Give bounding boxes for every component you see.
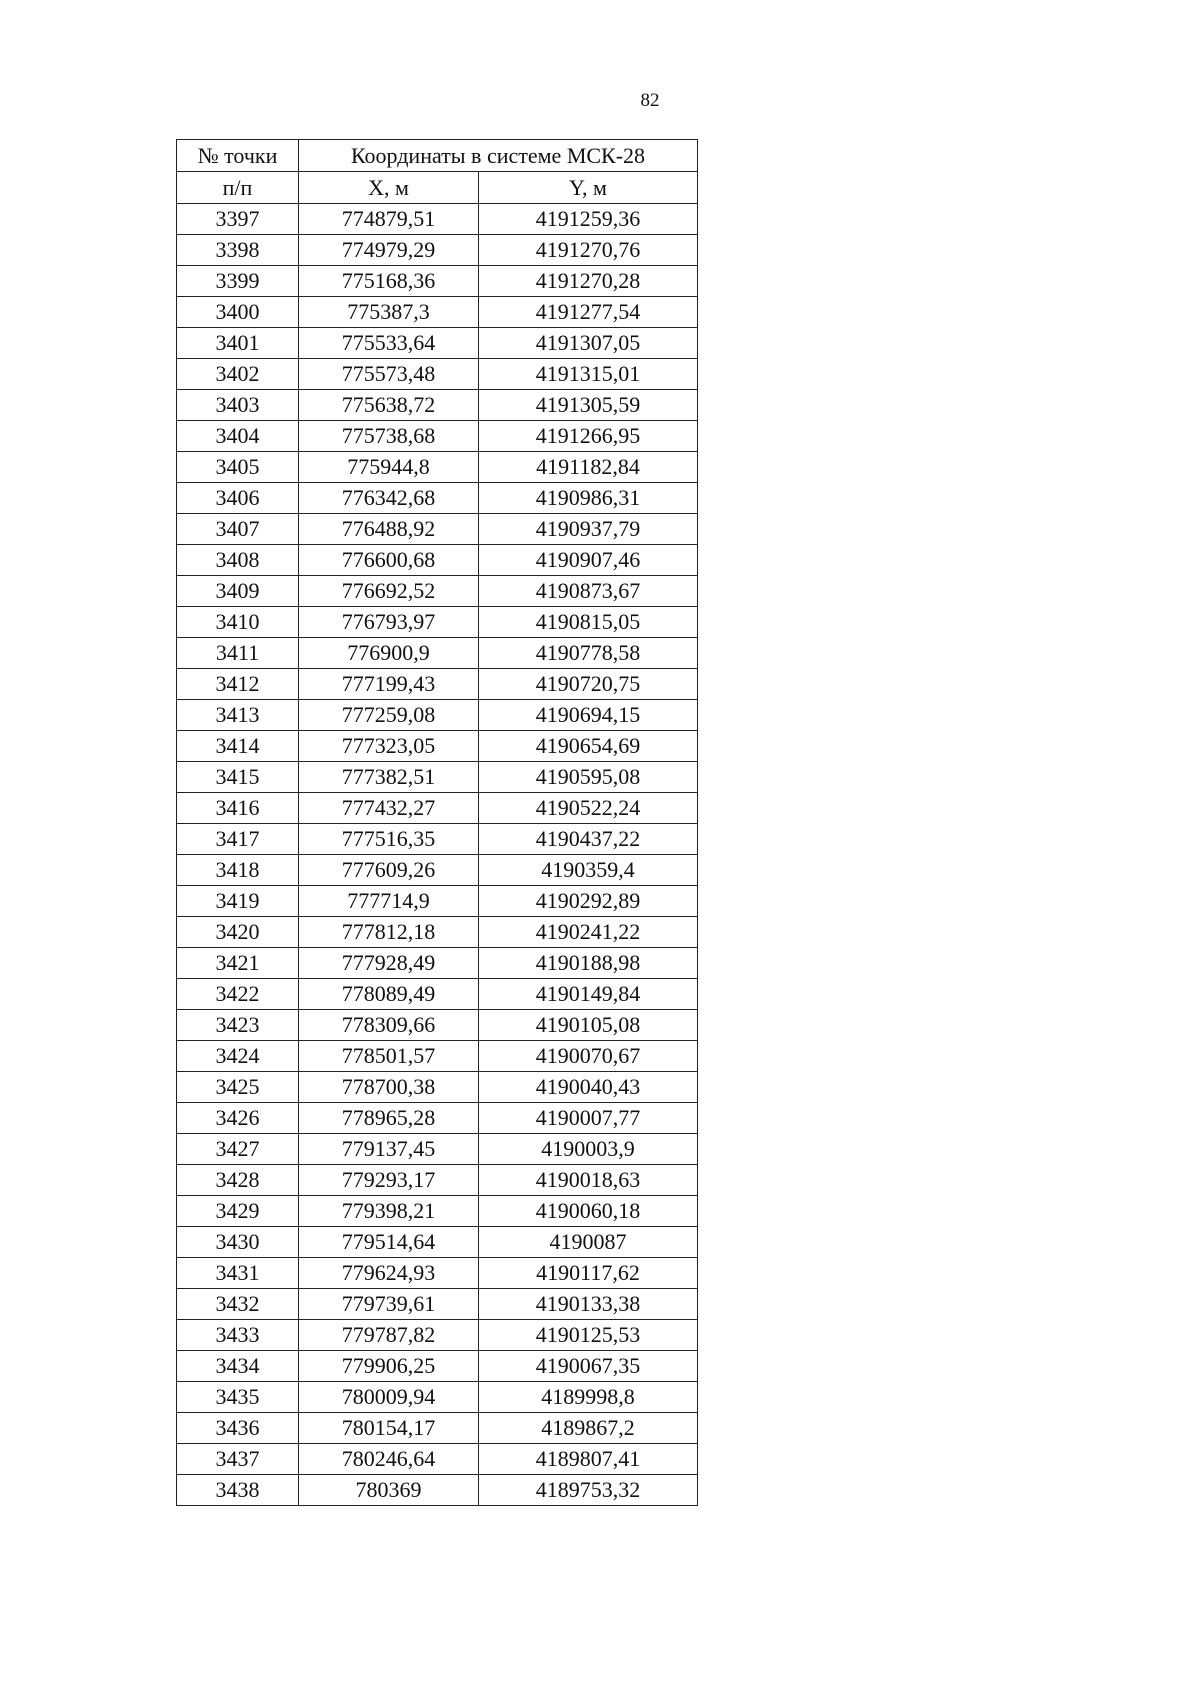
table-row xyxy=(177,1382,698,1413)
x-coordinate-cell: 775738,68 xyxy=(299,421,479,452)
y-coordinate-cell: 4190125,53 xyxy=(479,1320,698,1351)
point-number-cell: 3420 xyxy=(177,917,299,948)
table-row xyxy=(177,1041,698,1072)
point-number-cell: 3425 xyxy=(177,1072,299,1103)
y-coordinate-cell: 4189998,8 xyxy=(479,1382,698,1413)
x-coordinate-cell: 778309,66 xyxy=(299,1010,479,1041)
y-coordinate-cell: 4190133,38 xyxy=(479,1289,698,1320)
point-number-cell: 3416 xyxy=(177,793,299,824)
table-row xyxy=(177,762,698,793)
point-number-cell: 3406 xyxy=(177,483,299,514)
point-number-cell: 3423 xyxy=(177,1010,299,1041)
point-number-cell: 3407 xyxy=(177,514,299,545)
y-coordinate-cell: 4190986,31 xyxy=(479,483,698,514)
point-number-cell: 3403 xyxy=(177,390,299,421)
table-row xyxy=(177,1258,698,1289)
point-number-cell: 3402 xyxy=(177,359,299,390)
coordinates-table xyxy=(176,139,698,1506)
table-row xyxy=(177,1072,698,1103)
point-number-cell: 3405 xyxy=(177,452,299,483)
header-coordinates: Координаты в системе МСК-28 xyxy=(299,140,698,172)
x-coordinate-cell: 778089,49 xyxy=(299,979,479,1010)
y-coordinate-cell: 4190241,22 xyxy=(479,917,698,948)
point-number-cell: 3438 xyxy=(177,1475,299,1506)
point-number-cell: 3424 xyxy=(177,1041,299,1072)
y-coordinate-cell: 4189867,2 xyxy=(479,1413,698,1444)
table-row xyxy=(177,1227,698,1258)
header-point-number: № точки xyxy=(177,140,299,172)
y-coordinate-cell: 4191270,76 xyxy=(479,235,698,266)
y-coordinate-cell: 4190873,67 xyxy=(479,576,698,607)
point-number-cell: 3408 xyxy=(177,545,299,576)
x-coordinate-cell: 777928,49 xyxy=(299,948,479,979)
table-row xyxy=(177,638,698,669)
x-coordinate-cell: 774979,29 xyxy=(299,235,479,266)
x-coordinate-cell: 778501,57 xyxy=(299,1041,479,1072)
x-coordinate-cell: 779787,82 xyxy=(299,1320,479,1351)
y-coordinate-cell: 4191266,95 xyxy=(479,421,698,452)
table-row xyxy=(177,979,698,1010)
x-coordinate-cell: 779624,93 xyxy=(299,1258,479,1289)
point-number-cell: 3436 xyxy=(177,1413,299,1444)
table-row xyxy=(177,235,698,266)
table-row xyxy=(177,948,698,979)
point-number-cell: 3419 xyxy=(177,886,299,917)
table-row xyxy=(177,917,698,948)
x-coordinate-cell: 775533,64 xyxy=(299,328,479,359)
point-number-cell: 3410 xyxy=(177,607,299,638)
x-coordinate-cell: 778965,28 xyxy=(299,1103,479,1134)
y-coordinate-cell: 4190937,79 xyxy=(479,514,698,545)
y-coordinate-cell: 4190522,24 xyxy=(479,793,698,824)
x-coordinate-cell: 775573,48 xyxy=(299,359,479,390)
point-number-cell: 3426 xyxy=(177,1103,299,1134)
y-coordinate-cell: 4190359,4 xyxy=(479,855,698,886)
table-row xyxy=(177,855,698,886)
point-number-cell: 3409 xyxy=(177,576,299,607)
point-number-cell: 3421 xyxy=(177,948,299,979)
x-coordinate-cell: 775638,72 xyxy=(299,390,479,421)
x-coordinate-cell: 777516,35 xyxy=(299,824,479,855)
y-coordinate-cell: 4190815,05 xyxy=(479,607,698,638)
page-number: 82 xyxy=(640,90,660,111)
y-coordinate-cell: 4190003,9 xyxy=(479,1134,698,1165)
y-coordinate-cell: 4191182,84 xyxy=(479,452,698,483)
x-coordinate-cell: 779398,21 xyxy=(299,1196,479,1227)
table-row xyxy=(177,483,698,514)
y-coordinate-cell: 4190595,08 xyxy=(479,762,698,793)
table-row xyxy=(177,1444,698,1475)
x-coordinate-cell: 777432,27 xyxy=(299,793,479,824)
table-row xyxy=(177,1289,698,1320)
table-row xyxy=(177,266,698,297)
table-row xyxy=(177,297,698,328)
header-row xyxy=(177,140,698,172)
table-row xyxy=(177,1196,698,1227)
y-coordinate-cell: 4190907,46 xyxy=(479,545,698,576)
y-coordinate-cell: 4190437,22 xyxy=(479,824,698,855)
point-number-cell: 3414 xyxy=(177,731,299,762)
y-coordinate-cell: 4190149,84 xyxy=(479,979,698,1010)
x-coordinate-cell: 775168,36 xyxy=(299,266,479,297)
point-number-cell: 3411 xyxy=(177,638,299,669)
table-row xyxy=(177,824,698,855)
point-number-cell: 3398 xyxy=(177,235,299,266)
table-row xyxy=(177,669,698,700)
x-coordinate-cell: 779137,45 xyxy=(299,1134,479,1165)
y-coordinate-cell: 4190040,43 xyxy=(479,1072,698,1103)
table-row xyxy=(177,1475,698,1506)
y-coordinate-cell: 4191315,01 xyxy=(479,359,698,390)
x-coordinate-cell: 776342,68 xyxy=(299,483,479,514)
point-number-cell: 3415 xyxy=(177,762,299,793)
y-coordinate-cell: 4190778,58 xyxy=(479,638,698,669)
point-number-cell: 3428 xyxy=(177,1165,299,1196)
table-row xyxy=(177,514,698,545)
point-number-cell: 3418 xyxy=(177,855,299,886)
header-point-sub: п/п xyxy=(177,172,299,204)
table-row xyxy=(177,421,698,452)
point-number-cell: 3429 xyxy=(177,1196,299,1227)
table-row xyxy=(177,1413,698,1444)
point-number-cell: 3400 xyxy=(177,297,299,328)
table-row xyxy=(177,1320,698,1351)
y-coordinate-cell: 4190070,67 xyxy=(479,1041,698,1072)
x-coordinate-cell: 776488,92 xyxy=(299,514,479,545)
x-coordinate-cell: 777259,08 xyxy=(299,700,479,731)
x-coordinate-cell: 779739,61 xyxy=(299,1289,479,1320)
x-coordinate-cell: 780154,17 xyxy=(299,1413,479,1444)
y-coordinate-cell: 4190188,98 xyxy=(479,948,698,979)
x-coordinate-cell: 777199,43 xyxy=(299,669,479,700)
header-x: X, м xyxy=(299,172,479,204)
y-coordinate-cell: 4191277,54 xyxy=(479,297,698,328)
table-row xyxy=(177,1103,698,1134)
y-coordinate-cell: 4190067,35 xyxy=(479,1351,698,1382)
point-number-cell: 3430 xyxy=(177,1227,299,1258)
table-row xyxy=(177,607,698,638)
table-row xyxy=(177,1010,698,1041)
table-row xyxy=(177,1134,698,1165)
table-header xyxy=(177,140,698,204)
y-coordinate-cell: 4190292,89 xyxy=(479,886,698,917)
x-coordinate-cell: 775387,3 xyxy=(299,297,479,328)
y-coordinate-cell: 4190694,15 xyxy=(479,700,698,731)
point-number-cell: 3435 xyxy=(177,1382,299,1413)
x-coordinate-cell: 779514,64 xyxy=(299,1227,479,1258)
x-coordinate-cell: 780009,94 xyxy=(299,1382,479,1413)
x-coordinate-cell: 776900,9 xyxy=(299,638,479,669)
x-coordinate-cell: 776692,52 xyxy=(299,576,479,607)
table-row xyxy=(177,700,698,731)
table-row xyxy=(177,359,698,390)
table-row xyxy=(177,886,698,917)
header-y: Y, м xyxy=(479,172,698,204)
table-row xyxy=(177,1165,698,1196)
x-coordinate-cell: 777323,05 xyxy=(299,731,479,762)
table-row xyxy=(177,328,698,359)
point-number-cell: 3434 xyxy=(177,1351,299,1382)
point-number-cell: 3427 xyxy=(177,1134,299,1165)
y-coordinate-cell: 4190018,63 xyxy=(479,1165,698,1196)
x-coordinate-cell: 777609,26 xyxy=(299,855,479,886)
y-coordinate-cell: 4190007,77 xyxy=(479,1103,698,1134)
table-row xyxy=(177,390,698,421)
x-coordinate-cell: 777714,9 xyxy=(299,886,479,917)
x-coordinate-cell: 774879,51 xyxy=(299,204,479,235)
point-number-cell: 3433 xyxy=(177,1320,299,1351)
point-number-cell: 3417 xyxy=(177,824,299,855)
point-number-cell: 3404 xyxy=(177,421,299,452)
point-number-cell: 3401 xyxy=(177,328,299,359)
table-row xyxy=(177,731,698,762)
table-row xyxy=(177,793,698,824)
point-number-cell: 3431 xyxy=(177,1258,299,1289)
x-coordinate-cell: 777382,51 xyxy=(299,762,479,793)
table-row xyxy=(177,452,698,483)
x-coordinate-cell: 778700,38 xyxy=(299,1072,479,1103)
header-subrow xyxy=(177,172,698,204)
table-row xyxy=(177,545,698,576)
x-coordinate-cell: 777812,18 xyxy=(299,917,479,948)
point-number-cell: 3422 xyxy=(177,979,299,1010)
point-number-cell: 3413 xyxy=(177,700,299,731)
y-coordinate-cell: 4191259,36 xyxy=(479,204,698,235)
point-number-cell: 3412 xyxy=(177,669,299,700)
point-number-cell: 3437 xyxy=(177,1444,299,1475)
y-coordinate-cell: 4190060,18 xyxy=(479,1196,698,1227)
y-coordinate-cell: 4190087 xyxy=(479,1227,698,1258)
y-coordinate-cell: 4190117,62 xyxy=(479,1258,698,1289)
y-coordinate-cell: 4189753,32 xyxy=(479,1475,698,1506)
point-number-cell: 3397 xyxy=(177,204,299,235)
x-coordinate-cell: 780369 xyxy=(299,1475,479,1506)
point-number-cell: 3432 xyxy=(177,1289,299,1320)
y-coordinate-cell: 4190654,69 xyxy=(479,731,698,762)
y-coordinate-cell: 4191305,59 xyxy=(479,390,698,421)
x-coordinate-cell: 780246,64 xyxy=(299,1444,479,1475)
x-coordinate-cell: 775944,8 xyxy=(299,452,479,483)
table-row xyxy=(177,204,698,235)
point-number-cell: 3399 xyxy=(177,266,299,297)
y-coordinate-cell: 4191270,28 xyxy=(479,266,698,297)
x-coordinate-cell: 776793,97 xyxy=(299,607,479,638)
y-coordinate-cell: 4191307,05 xyxy=(479,328,698,359)
y-coordinate-cell: 4190105,08 xyxy=(479,1010,698,1041)
table-row xyxy=(177,576,698,607)
table-body xyxy=(177,204,698,1506)
x-coordinate-cell: 779906,25 xyxy=(299,1351,479,1382)
x-coordinate-cell: 776600,68 xyxy=(299,545,479,576)
y-coordinate-cell: 4189807,41 xyxy=(479,1444,698,1475)
x-coordinate-cell: 779293,17 xyxy=(299,1165,479,1196)
table-row xyxy=(177,1351,698,1382)
y-coordinate-cell: 4190720,75 xyxy=(479,669,698,700)
